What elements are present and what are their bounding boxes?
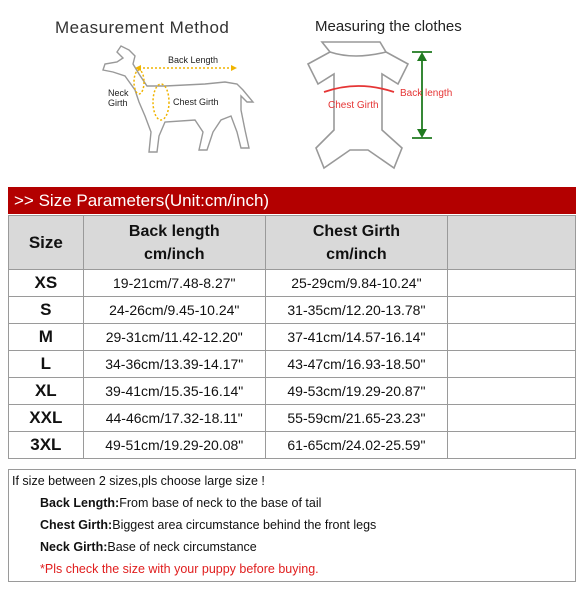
back-length-note-text: From base of neck to the base of tail — [119, 496, 322, 510]
size-advice-note: If size between 2 sizes,pls choose large size ! — [12, 474, 265, 488]
chest-girth-note-text: Biggest area circumstance behind the front legs — [112, 518, 377, 532]
table-header-row — [9, 216, 576, 270]
header-chest-girth — [265, 216, 447, 270]
row-chest-girth: 43-47cm/16.93-18.50" — [265, 351, 447, 378]
row-chest-girth: 31-35cm/12.20-13.78" — [265, 297, 447, 324]
neck-girth-note-text: Base of neck circumstance — [107, 540, 257, 554]
back-length-note-label: Back Length: — [40, 496, 120, 510]
header-chest-girth-line1: Chest Girth — [312, 222, 400, 240]
table-row — [9, 378, 576, 405]
dog-back-length-label: Back Length — [168, 55, 219, 65]
table-row — [9, 297, 576, 324]
neck-girth-note-label: Neck Girth: — [40, 540, 108, 554]
measurement-method-title: Measurement Method — [55, 18, 230, 37]
row-back-length: 49-51cm/19.29-20.08" — [83, 432, 265, 459]
clothes-measurement-diagram — [290, 38, 470, 176]
row-chest-girth: 55-59cm/21.65-23.23" — [265, 405, 447, 432]
chest-girth-note-label: Chest Girth: — [40, 518, 113, 532]
row-chest-girth: 37-41cm/14.57-16.14" — [265, 324, 447, 351]
back-length-arrows — [135, 65, 237, 71]
row-empty — [447, 351, 575, 378]
chest-girth-note — [40, 518, 376, 532]
header-empty — [447, 216, 575, 270]
size-chart-table — [8, 215, 576, 459]
row-size: L — [9, 351, 84, 378]
row-size: XXL — [9, 405, 84, 432]
row-empty — [447, 405, 575, 432]
size-parameters-banner: >> Size Parameters(Unit:cm/inch) — [8, 187, 576, 214]
row-back-length: 39-41cm/15.35-16.14" — [83, 378, 265, 405]
table-row — [9, 432, 576, 459]
row-size: XL — [9, 378, 84, 405]
header-back-length — [83, 216, 265, 270]
row-back-length: 34-36cm/13.39-14.17" — [83, 351, 265, 378]
clothes-chest-girth-label: Chest Girth — [328, 100, 379, 111]
table-row — [9, 324, 576, 351]
row-back-length: 24-26cm/9.45-10.24" — [83, 297, 265, 324]
illustration-area — [0, 0, 584, 185]
table-row — [9, 270, 576, 297]
row-back-length: 29-31cm/11.42-12.20" — [83, 324, 265, 351]
header-size: Size — [9, 216, 84, 270]
row-empty — [447, 270, 575, 297]
table-row — [9, 351, 576, 378]
row-size: S — [9, 297, 84, 324]
header-back-length-line2: cm/inch — [144, 245, 205, 263]
row-size: 3XL — [9, 432, 84, 459]
row-chest-girth: 61-65cm/24.02-25.59" — [265, 432, 447, 459]
row-back-length: 19-21cm/7.48-8.27" — [83, 270, 265, 297]
row-empty — [447, 297, 575, 324]
measuring-clothes-title: Measuring the clothes — [315, 18, 462, 35]
table-row — [9, 405, 576, 432]
neck-girth-note — [40, 540, 257, 554]
notes-box — [8, 469, 576, 582]
row-size: M — [9, 324, 84, 351]
row-empty — [447, 324, 575, 351]
clothes-back-length-label: Back length — [400, 88, 453, 99]
row-empty — [447, 432, 575, 459]
row-chest-girth: 49-53cm/19.29-20.87" — [265, 378, 447, 405]
dog-neck-girth-label: Neck Girth — [108, 88, 129, 108]
row-empty — [447, 378, 575, 405]
header-chest-girth-line2: cm/inch — [326, 245, 387, 263]
dog-chest-girth-label: Chest Girth — [173, 97, 219, 107]
header-back-length-line1: Back length — [128, 222, 220, 240]
measure-lines — [134, 68, 233, 120]
row-chest-girth: 25-29cm/9.84-10.24" — [265, 270, 447, 297]
row-size: XS — [9, 270, 84, 297]
row-back-length: 44-46cm/17.32-18.11" — [83, 405, 265, 432]
back-length-note — [40, 496, 321, 510]
check-size-warning: *Pls check the size with your puppy before buying. — [40, 562, 319, 576]
